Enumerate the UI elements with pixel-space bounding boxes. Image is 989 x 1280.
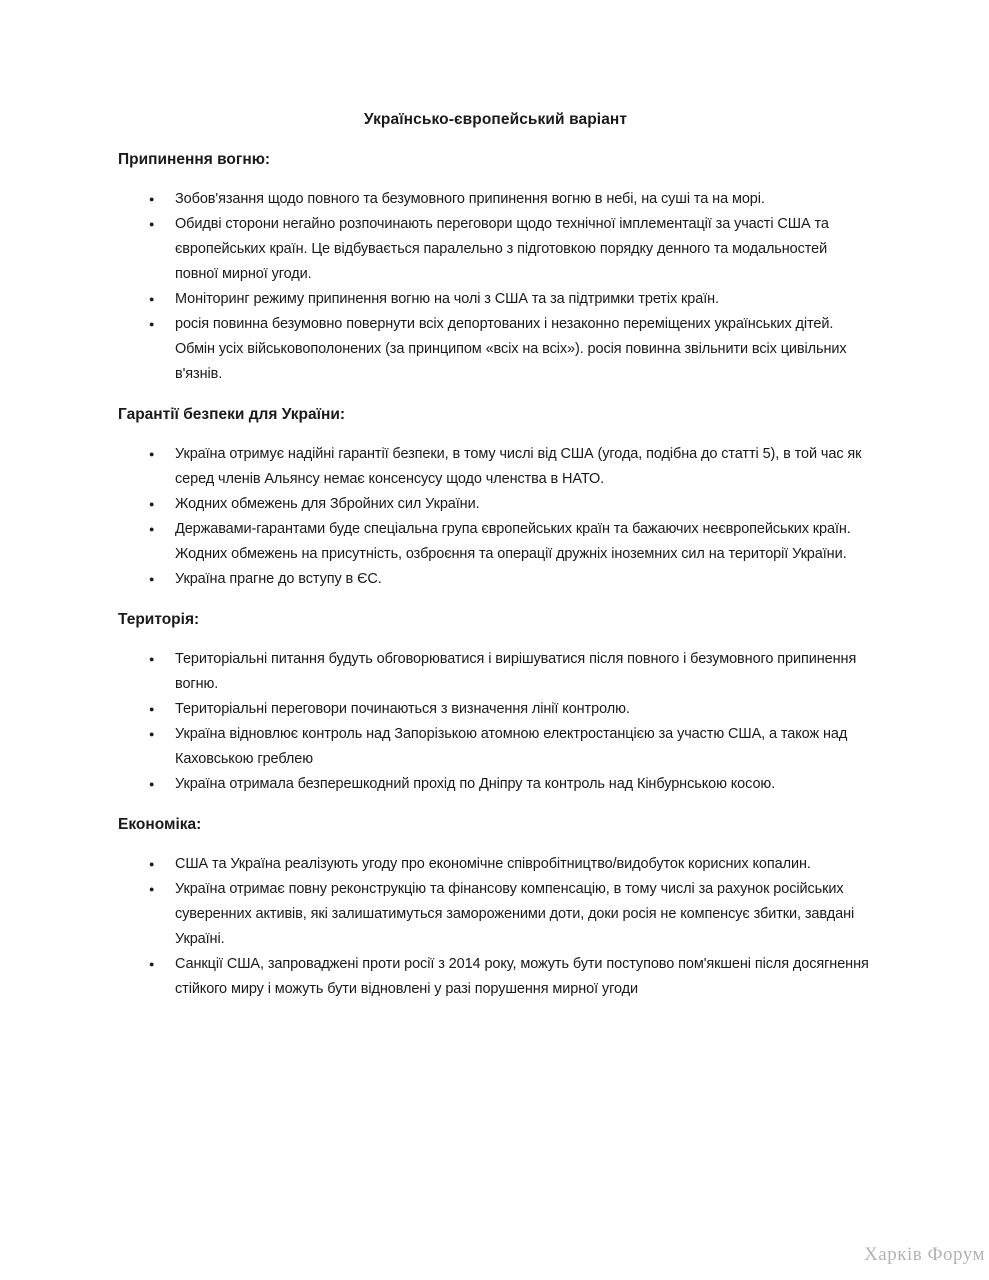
bullet-item: ● Жодних обмежень для Збройних сил України. bbox=[118, 492, 873, 517]
section-heading-territory: Територія: bbox=[118, 611, 200, 628]
bullet-item: ● Україна відновлює контроль над Запорізькою атомною електростанцією за участю США, а також над Каховською греблею bbox=[118, 722, 873, 772]
bullet-item: ● Україна отримає повну реконструкцію та фінансову компенсацію, в тому числі за рахунок російських суверенних активів, які залишатимуться замороженими доти, доки росія не компенсує збитки, завдані Україні. bbox=[118, 877, 873, 952]
bullet-list-security-guarantees bbox=[118, 442, 873, 592]
bullet-item: ● Обидві сторони негайно розпочинають переговори щодо технічної імплементації за участі США та європейських країн. Це відбувається паралельно з підготовкою порядку денного та модальностей повної мирної угоди. bbox=[118, 212, 873, 287]
bullet-item: ● США та Україна реалізують угоду про економічне співробітництво/видобуток корисних копалин. bbox=[118, 852, 873, 877]
section-heading-ceasefire: Припинення вогню: bbox=[118, 151, 271, 168]
bullet-item: ● Моніторинг режиму припинення вогню на чолі з США та за підтримки третіх країн. bbox=[118, 287, 873, 312]
bullet-list-territory bbox=[118, 647, 873, 797]
bullet-item: ● Україна отримує надійні гарантії безпеки, в тому числі від США (угода, подібна до статті 5), в той час як серед членів Альянсу немає консенсусу щодо членства в НАТО. bbox=[118, 442, 873, 492]
bullet-item: ● Державами-гарантами буде спеціальна група європейських країн та бажаючих неєвропейських країн. Жодних обмежень на присутність, озброєння та операції дружніх іноземних сил на території України. bbox=[118, 517, 873, 567]
document-content bbox=[118, 107, 873, 1002]
section-economy bbox=[118, 812, 873, 1002]
bullet-item: ● Територіальні питання будуть обговорюватися і вирішуватися після повного і безумовного припинення вогню. bbox=[118, 647, 873, 697]
section-territory bbox=[118, 607, 873, 797]
bullet-item: ● Україна отримала безперешкодний прохід по Дніпру та контроль над Кінбурнською косою. bbox=[118, 772, 873, 797]
section-security-guarantees bbox=[118, 402, 873, 592]
bullet-list-ceasefire bbox=[118, 187, 873, 387]
document-title: Українсько-європейський варіант bbox=[363, 111, 628, 128]
bullet-list-economy bbox=[118, 852, 873, 1002]
bullet-item: ● Територіальні переговори починаються з визначення лінії контролю. bbox=[118, 697, 873, 722]
section-ceasefire bbox=[118, 147, 873, 387]
bullet-item: ● росія повинна безумовно повернути всіх депортованих і незаконно переміщених українських дітей. Обмін усіх військовополонених (за принципом «всіх на всіх»). росія повинна звільнити всіх цивільних в'язнів. bbox=[118, 312, 873, 387]
bullet-item: ● Санкції США, запроваджені проти росії з 2014 року, можуть бути поступово пом'якшені після досягнення стійкого миру і можуть бути відновлені у разі порушення мирної угоди bbox=[118, 952, 873, 1002]
section-heading-security-guarantees: Гарантії безпеки для України: bbox=[118, 406, 346, 423]
watermark: Харків Форум bbox=[864, 1244, 985, 1265]
bullet-item: ● Зобов'язання щодо повного та безумовного припинення вогню в небі, на суші та на морі. bbox=[118, 187, 873, 212]
bullet-item: ● Україна прагне до вступу в ЄС. bbox=[118, 567, 873, 592]
section-heading-economy: Економіка: bbox=[118, 816, 202, 833]
